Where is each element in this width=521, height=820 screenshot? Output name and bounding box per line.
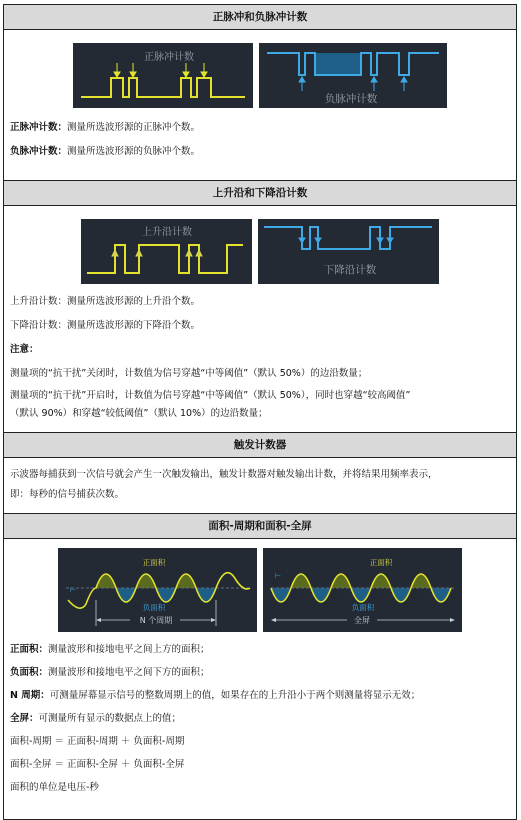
trigger-counter-desc-2: 即：每秒的信号捕获次数。 bbox=[10, 489, 125, 500]
positive-pulse-figure bbox=[73, 43, 253, 108]
measurement-reference-table bbox=[3, 4, 517, 820]
negative-pulse-figure bbox=[259, 43, 447, 108]
neg-area-desc: 负面积：测量波形和接地电平之间下方的面积； bbox=[10, 667, 210, 678]
area-screen-formula: 面积-全屏 ＝ 正面积-全屏 ＋ 负面积-全屏 bbox=[10, 759, 185, 770]
section-edge-count bbox=[4, 206, 516, 433]
area-screen-pos-label: 正面积 bbox=[369, 558, 393, 567]
channel-marker-left: ⊢ bbox=[70, 586, 77, 594]
note-line-1: 测量项的“抗干扰”关闭时，计数值为信号穿越“中等阈值”（默认 50%）的边沿数量； bbox=[10, 368, 368, 379]
area-cycle-formula: 面积-周期 ＝ 正面积-周期 ＋ 负面积-周期 bbox=[10, 736, 185, 747]
negative-pulse-desc: 负脉冲计数：测量所选波形源的负脉冲个数。 bbox=[10, 146, 201, 157]
pos-area-desc: 正面积：测量波形和接地电平之间上方的面积； bbox=[10, 644, 210, 655]
area-screen-neg-label: 负面积 bbox=[351, 603, 375, 612]
channel-marker-right: ⊢ bbox=[275, 572, 282, 580]
section-header-pulse-count: 正脉冲和负脉冲计数 bbox=[4, 5, 516, 30]
section-header-edge-count: 上升沿和下降沿计数 bbox=[4, 181, 516, 206]
section-header-trigger-counter: 触发计数器 bbox=[4, 433, 516, 458]
falling-edge-desc: 下降沿计数：测量所选波形源的下降沿个数。 bbox=[10, 320, 201, 331]
area-cycle-neg-label: 负面积 bbox=[142, 603, 166, 612]
positive-pulse-label: 正脉冲计数 bbox=[144, 52, 194, 63]
negative-pulse-label: 负脉冲计数 bbox=[324, 93, 378, 105]
section-pulse-count bbox=[4, 30, 516, 181]
note-label: 注意： bbox=[10, 344, 39, 355]
section-header-area: 面积-周期和面积-全屏 bbox=[4, 514, 516, 539]
n-cycle-desc: N 周期：可测量屏幕显示信号的整数周期上的值，如果存在的上升沿小于两个则测量将显示无效； bbox=[10, 690, 421, 701]
rising-edge-figure bbox=[81, 219, 252, 284]
section-area bbox=[4, 539, 516, 819]
area-unit-note: 面积的单位是电压-秒 bbox=[10, 782, 99, 793]
area-screen-figure bbox=[263, 548, 462, 632]
area-cycle-span-label: N 个周期 bbox=[139, 616, 173, 625]
note-line-3: （默认 90%）和穿越“较低阈值”（默认 10%）的边沿数量； bbox=[10, 408, 268, 419]
note-line-2: 测量项的“抗干扰”开启时，计数值为信号穿越“中等阈值”（默认 50%），同时也穿越“较高阈值” bbox=[10, 390, 411, 401]
section-trigger-counter bbox=[4, 458, 516, 514]
positive-pulse-desc: 正脉冲计数：测量所选波形源的正脉冲个数。 bbox=[10, 122, 201, 133]
falling-edge-label: 下降沿计数 bbox=[323, 264, 377, 276]
trigger-counter-desc-1: 示波器每捕获到一次信号就会产生一次触发输出，触发计数器对触发输出计数，并将结果用频率表示， bbox=[10, 469, 438, 480]
falling-edge-figure bbox=[258, 219, 439, 284]
rising-edge-desc: 上升沿计数：测量所选波形源的上升沿个数。 bbox=[10, 296, 201, 307]
rising-edge-label: 上升沿计数 bbox=[142, 227, 192, 238]
area-cycle-pos-label: 正面积 bbox=[142, 558, 166, 567]
area-screen-span-label: 全屏 bbox=[354, 616, 370, 625]
area-cycle-figure bbox=[58, 548, 257, 632]
full-screen-desc: 全屏：可测量所有显示的数据点上的值； bbox=[10, 713, 182, 724]
